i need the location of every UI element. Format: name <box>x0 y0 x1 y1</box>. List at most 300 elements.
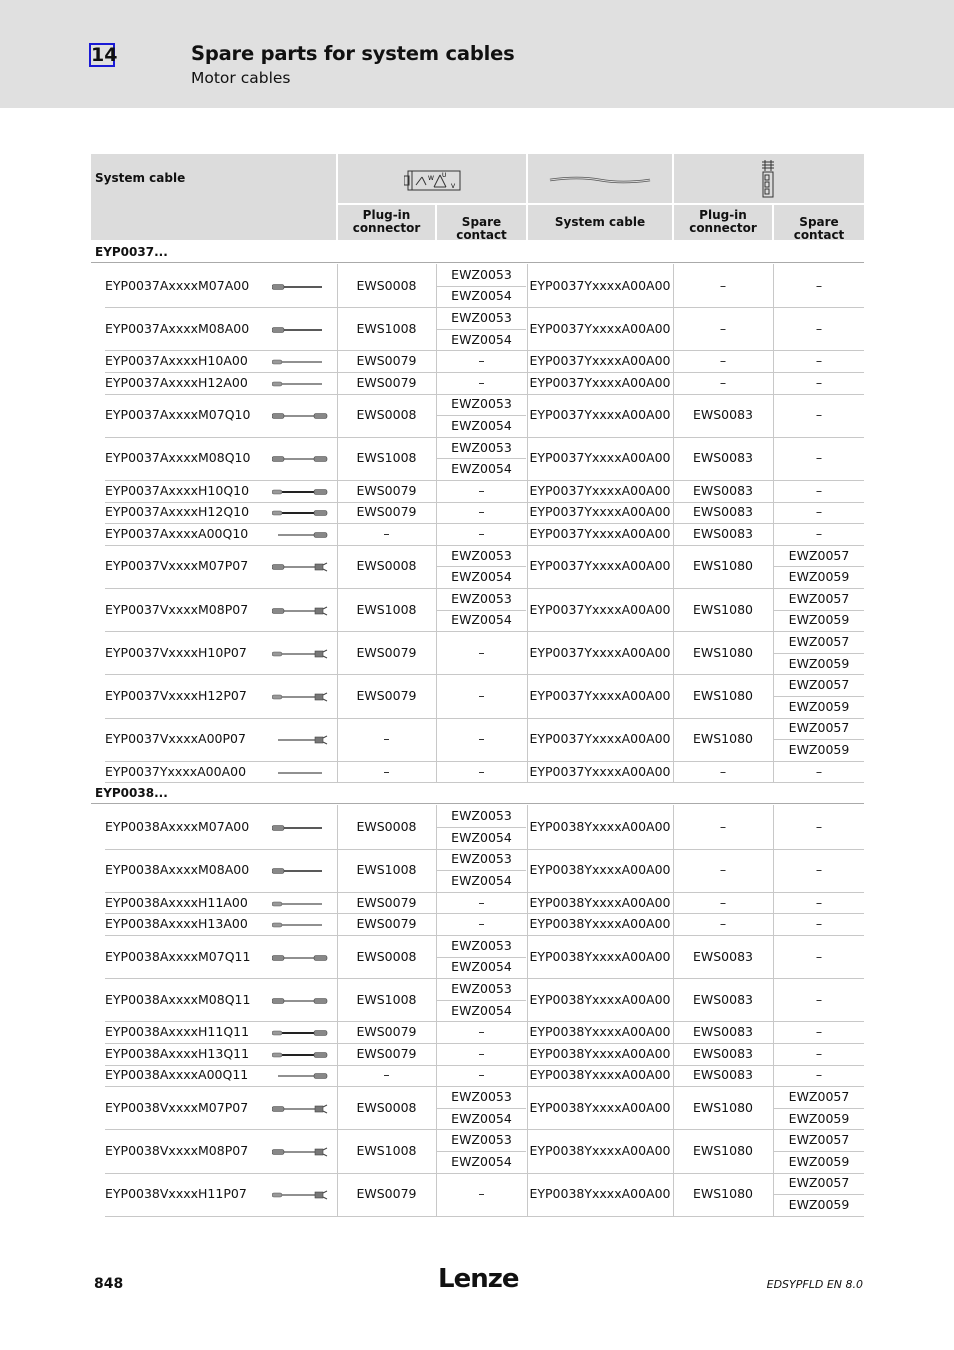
motor-connector-icon <box>404 167 464 193</box>
column-divider <box>527 1086 528 1129</box>
column-divider <box>673 805 674 848</box>
table-row <box>91 718 864 761</box>
column-divider <box>673 502 674 524</box>
plugin-connector: EWS0079 <box>356 687 417 703</box>
header-label-system-cable-2: System cable <box>554 215 646 229</box>
column-divider <box>436 674 437 717</box>
column-divider <box>337 588 338 631</box>
column-divider <box>673 264 674 307</box>
table-row <box>91 1065 864 1087</box>
cable-icon <box>272 486 328 500</box>
cable-icon <box>272 281 328 295</box>
column-divider <box>337 631 338 674</box>
column-divider <box>436 849 437 892</box>
sub-divider <box>437 566 526 567</box>
cable-part-number: EYP0037VxxxxM07P07 <box>105 558 249 574</box>
column-divider <box>337 1086 338 1129</box>
spare-contact-2: EWZ0057 <box>788 677 850 693</box>
column-divider <box>436 523 437 545</box>
column-divider <box>527 892 528 914</box>
column-divider <box>337 545 338 588</box>
sub-divider <box>437 1151 526 1152</box>
plugin-connector-2: – <box>719 277 727 293</box>
spare-contact-2: – <box>815 374 823 390</box>
spare-contact-2: – <box>815 1045 823 1061</box>
column-divider <box>773 1021 774 1043</box>
column-divider <box>527 1043 528 1065</box>
page-header <box>0 0 954 108</box>
system-cable-part-number: EYP0038YxxxxA00A00 <box>529 1045 671 1061</box>
cable-part-number: EYP0038AxxxxM07A00 <box>105 818 250 834</box>
sub-divider <box>437 827 526 828</box>
spare-contact: EWZ0053 <box>451 851 512 867</box>
section-divider <box>91 262 864 263</box>
column-divider <box>436 480 437 502</box>
column-divider <box>527 718 528 761</box>
header-terminal-icon-cell <box>674 154 864 203</box>
cable-part-number: EYP0037AxxxxH12A00 <box>105 374 248 390</box>
cable-part-number: EYP0037VxxxxH12P07 <box>105 687 247 703</box>
cable-icon <box>272 1146 328 1160</box>
plugin-connector-2: EWS0083 <box>692 482 753 498</box>
column-divider <box>773 1129 774 1172</box>
plugin-connector: EWS0008 <box>356 407 417 423</box>
cable-part-number: EYP0037AxxxxM08A00 <box>105 320 250 336</box>
column-divider <box>436 1043 437 1065</box>
spare-contact: EWZ0054 <box>451 1110 512 1126</box>
system-cable-part-number: EYP0037YxxxxA00A00 <box>529 731 671 747</box>
spare-contact-2: EWZ0057 <box>788 547 850 563</box>
header-cell-system-cable-2 <box>528 205 672 240</box>
table-row <box>91 849 864 892</box>
column-divider <box>337 372 338 394</box>
column-divider <box>773 480 774 502</box>
system-cable-part-number: EYP0037YxxxxA00A00 <box>529 482 671 498</box>
spare-contact-2: – <box>815 450 823 466</box>
header-cable-icon-cell <box>528 154 672 203</box>
plugin-connector-2: EWS1080 <box>692 687 753 703</box>
column-divider <box>773 502 774 524</box>
column-divider <box>773 1043 774 1065</box>
column-divider <box>673 1086 674 1129</box>
column-divider <box>436 264 437 307</box>
sub-divider <box>774 1194 864 1195</box>
column-divider <box>773 523 774 545</box>
cable-part-number: EYP0037AxxxxH12Q10 <box>105 504 250 520</box>
sub-divider <box>774 696 864 697</box>
system-cable-part-number: EYP0037YxxxxA00A00 <box>529 277 671 293</box>
system-cable-part-number: EYP0037YxxxxA00A00 <box>529 644 671 660</box>
cable-part-number: EYP0037VxxxxA00P07 <box>105 731 246 747</box>
sub-divider <box>774 566 864 567</box>
column-divider <box>527 805 528 848</box>
column-divider <box>337 350 338 372</box>
spare-contact: – <box>478 687 485 703</box>
terminal-connector-icon <box>760 159 776 199</box>
table-row <box>91 978 864 1021</box>
plugin-connector-2: EWS0083 <box>692 525 753 541</box>
plugin-connector-2: EWS1080 <box>692 1142 753 1158</box>
header-motor-icon-cell <box>338 154 526 203</box>
column-divider <box>527 480 528 502</box>
plugin-connector: EWS0079 <box>356 1186 417 1202</box>
spare-contact: EWZ0053 <box>451 266 512 282</box>
cable-icon <box>272 1189 328 1203</box>
column-divider <box>527 935 528 978</box>
header-cell-plugin <box>338 205 435 240</box>
sub-divider <box>437 286 526 287</box>
spare-contact-2: EWZ0059 <box>788 1110 850 1126</box>
column-divider <box>337 913 338 935</box>
column-divider <box>673 761 674 783</box>
spare-contact: EWZ0053 <box>451 309 512 325</box>
plugin-connector: EWS1008 <box>356 601 417 617</box>
column-divider <box>773 718 774 761</box>
plugin-connector: – <box>383 1067 390 1083</box>
column-divider <box>337 437 338 480</box>
spare-contact-2: – <box>815 353 823 369</box>
system-cable-part-number: EYP0037YxxxxA00A00 <box>529 525 671 541</box>
spare-contact-2: EWZ0057 <box>788 720 850 736</box>
spare-contact: EWZ0053 <box>451 547 512 563</box>
column-divider <box>337 935 338 978</box>
table-row <box>91 350 864 372</box>
column-divider <box>436 935 437 978</box>
column-divider <box>773 631 774 674</box>
spare-contact-2: EWZ0057 <box>788 1088 850 1104</box>
column-divider <box>337 307 338 350</box>
sub-divider <box>437 957 526 958</box>
column-divider <box>436 631 437 674</box>
cable-icon <box>272 605 328 619</box>
column-divider <box>673 849 674 892</box>
spare-contact-2: EWZ0059 <box>788 612 850 628</box>
column-divider <box>673 372 674 394</box>
spare-contact-2: EWZ0057 <box>788 1132 850 1148</box>
spare-contact: – <box>478 504 485 520</box>
column-divider <box>436 892 437 914</box>
system-cable-part-number: EYP0037YxxxxA00A00 <box>529 601 671 617</box>
cable-icon <box>272 410 328 424</box>
table-row <box>91 674 864 717</box>
spare-contact: EWZ0053 <box>451 1088 512 1104</box>
plugin-connector-2: EWS1080 <box>692 601 753 617</box>
system-cable-part-number: EYP0038YxxxxA00A00 <box>529 916 671 932</box>
cable-icon <box>272 1049 328 1063</box>
spare-contact-2: – <box>815 991 823 1007</box>
system-cable-part-number: EYP0037YxxxxA00A00 <box>529 353 671 369</box>
sub-divider <box>437 1000 526 1001</box>
section-title: EYP0037... <box>95 245 168 259</box>
cable-icon <box>272 1027 328 1041</box>
column-divider <box>337 480 338 502</box>
table-row <box>91 502 864 524</box>
column-divider <box>337 1021 338 1043</box>
spare-contact: EWZ0054 <box>451 872 512 888</box>
spare-contact: – <box>478 1045 485 1061</box>
system-cable-part-number: EYP0038YxxxxA00A00 <box>529 1142 671 1158</box>
column-divider <box>673 588 674 631</box>
plugin-connector-2: EWS1080 <box>692 644 753 660</box>
system-cable-part-number: EYP0037YxxxxA00A00 <box>529 374 671 390</box>
system-cable-part-number: EYP0038YxxxxA00A00 <box>529 991 671 1007</box>
column-divider <box>773 761 774 783</box>
plugin-connector-2: EWS1080 <box>692 1186 753 1202</box>
column-divider <box>527 761 528 783</box>
column-divider <box>773 264 774 307</box>
column-divider <box>673 545 674 588</box>
column-divider <box>673 350 674 372</box>
sub-divider <box>437 870 526 871</box>
plugin-connector: – <box>383 525 390 541</box>
column-divider <box>527 372 528 394</box>
cable-icon <box>272 561 328 575</box>
header-label-system-cable: System cable <box>95 171 186 185</box>
sub-divider <box>437 1108 526 1109</box>
system-cable-part-number: EYP0037YxxxxA00A00 <box>529 763 671 779</box>
column-divider <box>773 674 774 717</box>
column-divider <box>527 1021 528 1043</box>
column-divider <box>337 1173 338 1216</box>
column-divider <box>527 1065 528 1087</box>
column-divider <box>527 849 528 892</box>
section-title: EYP0038... <box>95 786 168 801</box>
column-divider <box>527 913 528 935</box>
column-divider <box>673 631 674 674</box>
table-row <box>91 437 864 480</box>
plugin-connector-2: – <box>719 862 727 878</box>
plugin-connector-2: – <box>719 916 727 932</box>
table-row <box>91 1021 864 1043</box>
column-divider <box>673 978 674 1021</box>
spare-contact-2: EWZ0057 <box>788 1175 850 1191</box>
spare-contact: – <box>478 525 485 541</box>
column-divider <box>337 264 338 307</box>
spare-contact: EWZ0054 <box>451 331 512 347</box>
plugin-connector: EWS0008 <box>356 1099 417 1115</box>
column-divider <box>673 1021 674 1043</box>
plugin-connector: EWS1008 <box>356 1142 417 1158</box>
cable-icon <box>272 865 328 879</box>
cable-part-number: EYP0037AxxxxM08Q10 <box>105 450 251 466</box>
plugin-connector: EWS0079 <box>356 644 417 660</box>
column-divider <box>527 674 528 717</box>
spare-contact-2: – <box>815 862 823 878</box>
column-divider <box>436 1086 437 1129</box>
table-row <box>91 480 864 502</box>
column-divider <box>337 761 338 783</box>
column-divider <box>527 350 528 372</box>
spare-contact-2: EWZ0059 <box>788 655 850 671</box>
header-cell-spare <box>437 205 526 240</box>
header-cell-spare-2 <box>774 205 864 240</box>
cable-icon <box>548 176 652 184</box>
cable-icon <box>272 324 328 338</box>
spare-contact-2: EWZ0059 <box>788 741 850 757</box>
column-divider <box>773 307 774 350</box>
plugin-connector-2: EWS0083 <box>692 991 753 1007</box>
spare-contact-2: EWZ0059 <box>788 698 850 714</box>
spare-contact: EWZ0054 <box>451 417 512 433</box>
plugin-connector-2: – <box>719 763 727 779</box>
system-cable-part-number: EYP0038YxxxxA00A00 <box>529 818 671 834</box>
spare-contact: EWZ0053 <box>451 980 512 996</box>
cable-icon <box>272 767 328 781</box>
spare-contact-2: – <box>815 482 823 498</box>
column-divider <box>436 1021 437 1043</box>
column-divider <box>436 718 437 761</box>
column-divider <box>527 588 528 631</box>
plugin-connector: EWS0008 <box>356 818 417 834</box>
column-divider <box>337 978 338 1021</box>
spare-contact: EWZ0054 <box>451 1153 512 1169</box>
cable-icon <box>272 356 328 370</box>
cable-icon <box>272 952 328 966</box>
sub-divider <box>437 458 526 459</box>
cable-part-number: EYP0038VxxxxH11P07 <box>105 1186 247 1202</box>
header-label-plugin-2: Plug-in connector <box>689 208 757 235</box>
plugin-connector-2: EWS0083 <box>692 407 753 423</box>
table-row <box>91 761 864 783</box>
spare-contact-2: – <box>815 894 823 910</box>
column-divider <box>673 394 674 437</box>
spare-contact: EWZ0054 <box>451 1002 512 1018</box>
column-divider <box>673 480 674 502</box>
plugin-connector: – <box>383 763 390 779</box>
column-divider <box>337 1043 338 1065</box>
cable-part-number: EYP0038AxxxxM07Q11 <box>105 948 251 964</box>
spare-contact: – <box>478 1186 485 1202</box>
column-divider <box>337 523 338 545</box>
spare-contact: EWZ0053 <box>451 1132 512 1148</box>
cable-part-number: EYP0038AxxxxA00Q11 <box>105 1067 249 1083</box>
plugin-connector-2: EWS1080 <box>692 1099 753 1115</box>
table-row <box>91 545 864 588</box>
cable-part-number: EYP0037YxxxxA00A00 <box>105 763 247 779</box>
spare-contact-2: – <box>815 320 823 336</box>
plugin-connector: EWS1008 <box>356 320 417 336</box>
sub-divider <box>437 329 526 330</box>
plugin-connector-2: – <box>719 894 727 910</box>
column-divider <box>337 849 338 892</box>
svg-text:U: U <box>442 172 447 179</box>
document-id: EDSYPFLD EN 8.0 <box>766 1278 863 1291</box>
cable-part-number: EYP0038AxxxxH11A00 <box>105 894 248 910</box>
column-divider <box>673 1129 674 1172</box>
column-divider <box>673 437 674 480</box>
column-divider <box>337 718 338 761</box>
spare-contact-2: – <box>815 818 823 834</box>
column-divider <box>436 502 437 524</box>
plugin-connector-2: EWS0083 <box>692 948 753 964</box>
column-divider <box>337 394 338 437</box>
spare-contact-2: EWZ0059 <box>788 569 850 585</box>
column-divider <box>436 437 437 480</box>
cable-icon <box>272 453 328 467</box>
column-divider <box>527 523 528 545</box>
cable-part-number: EYP0037VxxxxH10P07 <box>105 644 247 660</box>
column-divider <box>673 935 674 978</box>
cable-icon <box>272 734 328 748</box>
column-divider <box>673 892 674 914</box>
column-divider <box>436 761 437 783</box>
column-divider <box>773 1086 774 1129</box>
spare-contact: EWZ0054 <box>451 288 512 304</box>
cable-part-number: EYP0038AxxxxH11Q11 <box>105 1024 250 1040</box>
cable-icon <box>272 898 328 912</box>
spare-contact: – <box>478 374 485 390</box>
column-divider <box>436 913 437 935</box>
spare-contact: – <box>478 353 485 369</box>
cable-part-number: EYP0037VxxxxM08P07 <box>105 601 249 617</box>
column-divider <box>436 372 437 394</box>
cable-part-number: EYP0038AxxxxH13A00 <box>105 916 248 932</box>
cable-icon <box>272 378 328 392</box>
column-divider <box>773 588 774 631</box>
column-divider <box>773 437 774 480</box>
plugin-connector: EWS0079 <box>356 482 417 498</box>
plugin-connector-2: EWS1080 <box>692 731 753 747</box>
section-divider <box>91 803 864 804</box>
page-number: 848 <box>94 1276 124 1292</box>
table-row <box>91 264 864 307</box>
spare-contact-2: – <box>815 407 823 423</box>
spare-contact: – <box>478 644 485 660</box>
cable-icon <box>272 1070 328 1084</box>
cable-part-number: EYP0037AxxxxM07Q10 <box>105 407 251 423</box>
system-cable-part-number: EYP0038YxxxxA00A00 <box>529 948 671 964</box>
plugin-connector: EWS0008 <box>356 948 417 964</box>
plugin-connector: EWS1008 <box>356 862 417 878</box>
plugin-connector: – <box>383 731 390 747</box>
cable-icon <box>272 919 328 933</box>
plugin-connector-2: – <box>719 374 727 390</box>
column-divider <box>773 978 774 1021</box>
table-row <box>91 1129 864 1172</box>
table-row <box>91 307 864 350</box>
cable-icon <box>272 995 328 1009</box>
plugin-connector: EWS0008 <box>356 558 417 574</box>
spare-contact: EWZ0053 <box>451 396 512 412</box>
column-divider <box>337 1129 338 1172</box>
column-divider <box>337 805 338 848</box>
plugin-connector: EWS0079 <box>356 894 417 910</box>
table-row <box>91 892 864 914</box>
spare-contact-2: – <box>815 525 823 541</box>
plugin-connector: EWS0079 <box>356 1024 417 1040</box>
spare-contact-2: – <box>815 916 823 932</box>
plugin-connector: EWS0008 <box>356 277 417 293</box>
spare-contact: EWZ0054 <box>451 959 512 975</box>
spare-contact: EWZ0053 <box>451 590 512 606</box>
column-divider <box>773 1065 774 1087</box>
spare-contact: EWZ0054 <box>451 829 512 845</box>
header-cell-plugin-2 <box>674 205 772 240</box>
table-row <box>91 631 864 674</box>
spare-contact: EWZ0054 <box>451 461 512 477</box>
plugin-connector: EWS0079 <box>356 1045 417 1061</box>
table-row <box>91 1086 864 1129</box>
cable-part-number: EYP0037AxxxxM07A00 <box>105 277 250 293</box>
cable-part-number: EYP0038AxxxxM08A00 <box>105 862 250 878</box>
table-row <box>91 588 864 631</box>
column-divider <box>673 307 674 350</box>
chapter-number[interactable]: 14 <box>91 44 118 66</box>
plugin-connector-2: EWS0083 <box>692 504 753 520</box>
sub-divider <box>774 610 864 611</box>
column-divider <box>673 1043 674 1065</box>
table-row <box>91 523 864 545</box>
